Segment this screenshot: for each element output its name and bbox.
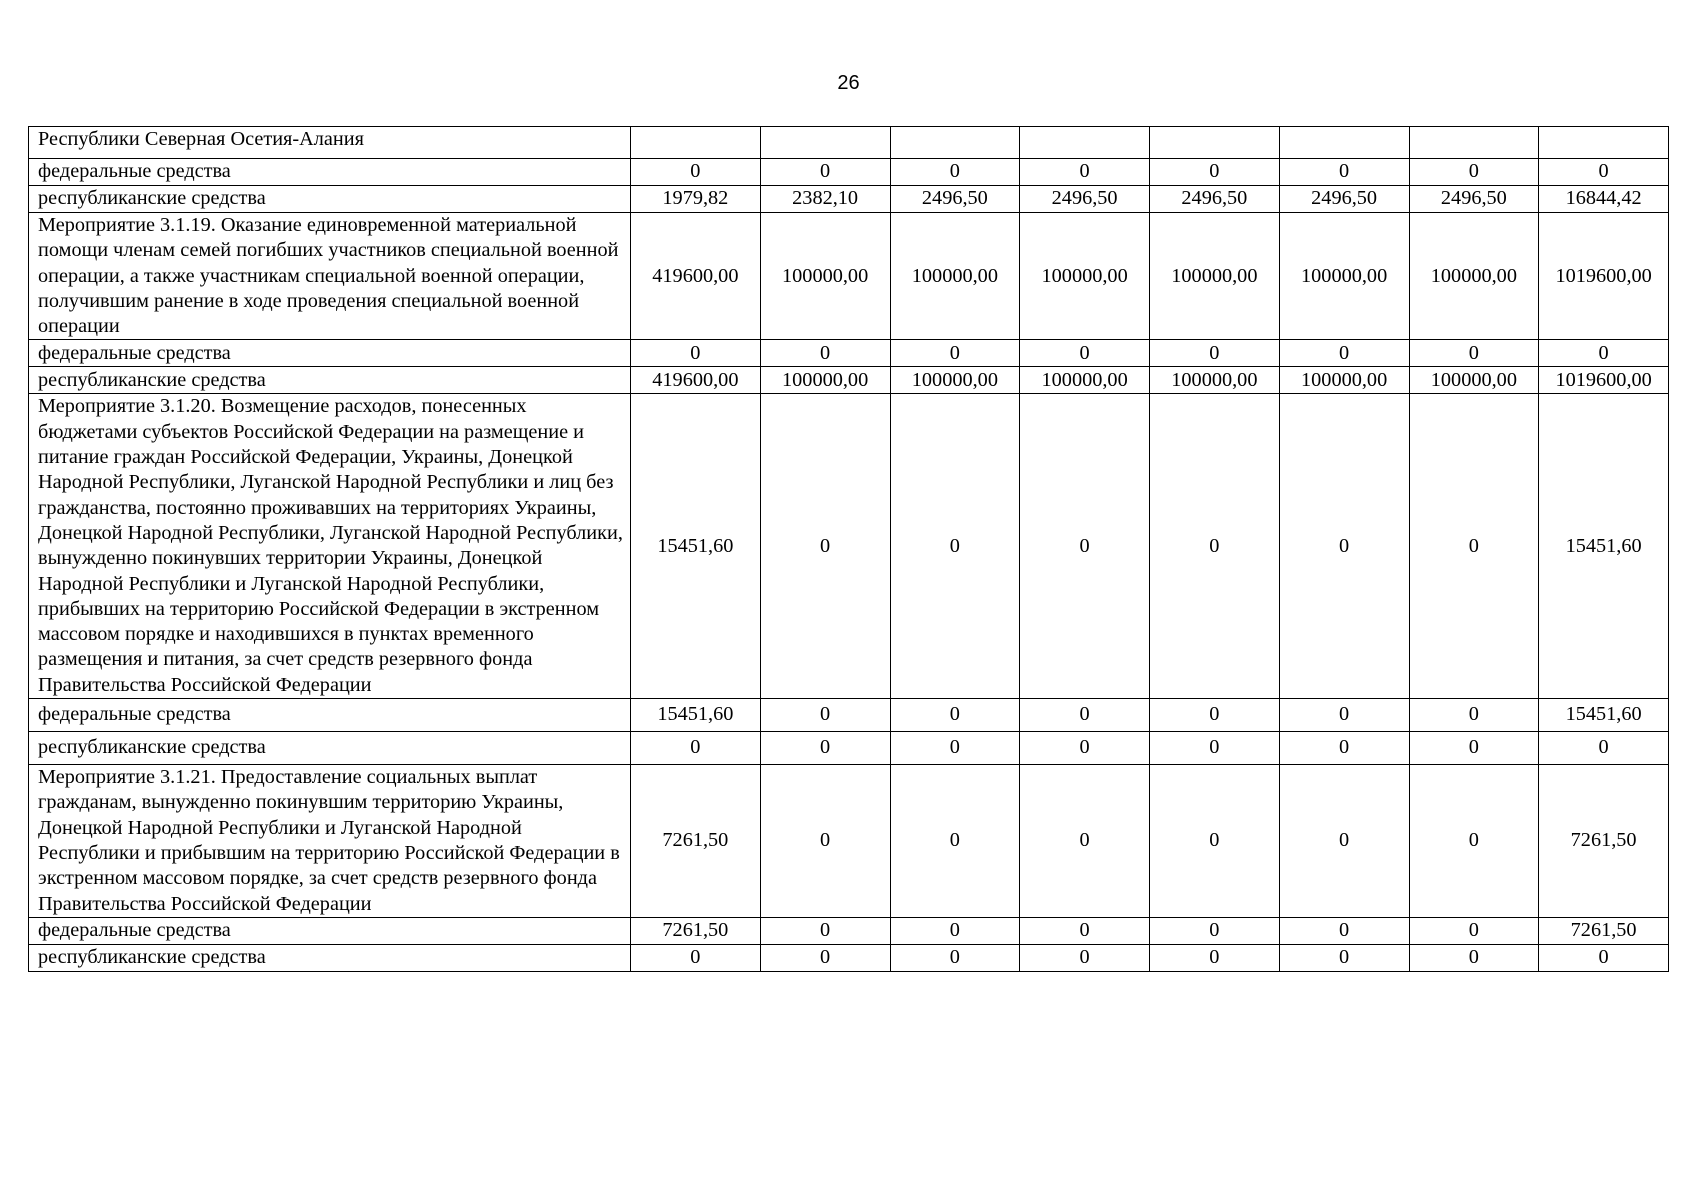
value-cell: 100000,00 [1279,213,1409,340]
value-cell: 0 [890,917,1020,944]
value-cell: 100000,00 [760,367,890,394]
table-row [29,127,1669,159]
value-cell: 7261,50 [1539,765,1669,918]
row-label: Мероприятие 3.1.19. Оказание единовременной материальной помощи членам семей погибших участников специальной военной операции, а также участникам специальной военной операции, получившим ранение в ходе проведения специальной военной операции [29,213,631,340]
value-cell [1020,127,1150,159]
value-cell: 100000,00 [760,213,890,340]
value-cell: 0 [760,917,890,944]
value-cell: 0 [760,159,890,186]
row-label: федеральные средства [29,917,631,944]
value-cell: 0 [1150,159,1280,186]
table-row [29,159,1669,186]
value-cell: 15451,60 [1539,699,1669,732]
value-cell: 0 [1279,917,1409,944]
value-cell: 15451,60 [631,699,761,732]
value-cell: 0 [1279,159,1409,186]
value-cell: 100000,00 [890,367,1020,394]
value-cell: 0 [890,159,1020,186]
value-cell: 0 [890,765,1020,918]
value-cell [631,127,761,159]
value-cell: 2496,50 [1020,186,1150,213]
value-cell: 0 [1409,159,1539,186]
table-row [29,944,1669,971]
value-cell: 1979,82 [631,186,761,213]
table-row [29,699,1669,732]
value-cell: 0 [1279,394,1409,699]
table-row [29,367,1669,394]
value-cell: 0 [890,394,1020,699]
value-cell: 16844,42 [1539,186,1669,213]
value-cell: 0 [1539,944,1669,971]
value-cell: 100000,00 [1409,213,1539,340]
value-cell: 0 [1409,917,1539,944]
value-cell: 15451,60 [1539,394,1669,699]
row-label: республиканские средства [29,732,631,765]
row-label: Мероприятие 3.1.20. Возмещение расходов, понесенных бюджетами субъектов Российской Федерации на размещение и питание граждан Российской Федерации, Украины, Донецкой Народной Республики, Луганской Народной Республики и лиц без гражданства, постоянно проживавших на территориях Украины, Донецкой Народной Республики, Луганской Народной Республики, вынужденно покинувших территории Украины, Донецкой Народной Республики и Луганской Народной Республики, прибывших на территорию Российской Федерации в экстренном массовом порядке и находившихся в пунктах временного размещения и питания, за счет средств резервного фонда Правительства Российской Федерации [29,394,631,699]
value-cell [1279,127,1409,159]
value-cell: 0 [890,699,1020,732]
value-cell: 100000,00 [890,213,1020,340]
value-cell: 0 [1020,340,1150,367]
value-cell [1150,127,1280,159]
value-cell: 0 [1150,732,1280,765]
table-row [29,340,1669,367]
value-cell: 0 [1409,699,1539,732]
value-cell: 100000,00 [1020,367,1150,394]
value-cell: 15451,60 [631,394,761,699]
value-cell: 1019600,00 [1539,213,1669,340]
table-row [29,765,1669,918]
value-cell [760,127,890,159]
value-cell: 0 [1150,917,1280,944]
value-cell: 100000,00 [1150,213,1280,340]
value-cell: 0 [1150,394,1280,699]
value-cell [890,127,1020,159]
value-cell: 0 [631,944,761,971]
value-cell: 0 [1409,732,1539,765]
row-label: республиканские средства [29,186,631,213]
value-cell: 0 [1020,765,1150,918]
value-cell: 0 [1150,699,1280,732]
value-cell: 2496,50 [1409,186,1539,213]
value-cell: 0 [631,159,761,186]
value-cell: 0 [1020,394,1150,699]
value-cell: 100000,00 [1150,367,1280,394]
value-cell: 0 [890,340,1020,367]
value-cell [1409,127,1539,159]
value-cell: 100000,00 [1409,367,1539,394]
value-cell: 0 [1020,917,1150,944]
value-cell: 0 [890,944,1020,971]
row-label: федеральные средства [29,159,631,186]
value-cell: 0 [1539,159,1669,186]
value-cell: 0 [1150,340,1280,367]
value-cell: 2382,10 [760,186,890,213]
value-cell: 0 [1020,159,1150,186]
value-cell: 0 [1279,340,1409,367]
value-cell: 0 [1409,394,1539,699]
value-cell: 0 [760,699,890,732]
value-cell: 0 [1279,732,1409,765]
table-row [29,186,1669,213]
value-cell: 0 [1409,340,1539,367]
value-cell: 2496,50 [1279,186,1409,213]
value-cell: 100000,00 [1279,367,1409,394]
row-label: Мероприятие 3.1.21. Предоставление социальных выплат гражданам, вынужденно покинувшим территорию Украины, Донецкой Народной Республики и Луганской Народной Республики и прибывшим на территорию Российской Федерации в экстренном массовом порядке, за счет средств резервного фонда Правительства Российской Федерации [29,765,631,918]
value-cell: 0 [760,340,890,367]
value-cell: 0 [1279,944,1409,971]
value-cell: 0 [1279,765,1409,918]
value-cell: 0 [760,732,890,765]
value-cell: 7261,50 [631,917,761,944]
table-row [29,213,1669,340]
row-label: федеральные средства [29,699,631,732]
value-cell: 0 [1150,944,1280,971]
value-cell: 7261,50 [631,765,761,918]
row-label: республиканские средства [29,944,631,971]
row-label: федеральные средства [29,340,631,367]
value-cell: 419600,00 [631,213,761,340]
value-cell: 0 [760,765,890,918]
value-cell: 0 [1020,944,1150,971]
table-row [29,394,1669,699]
value-cell: 0 [1409,765,1539,918]
table-row [29,732,1669,765]
value-cell: 0 [760,394,890,699]
value-cell: 0 [1539,340,1669,367]
value-cell: 0 [1409,944,1539,971]
value-cell: 0 [631,340,761,367]
value-cell: 419600,00 [631,367,761,394]
value-cell: 0 [1020,699,1150,732]
value-cell: 7261,50 [1539,917,1669,944]
page-number: 26 [837,72,860,94]
value-cell: 100000,00 [1020,213,1150,340]
budget-table-body [29,127,1669,972]
value-cell [1539,127,1669,159]
value-cell: 0 [1539,732,1669,765]
row-label: Республики Северная Осетия-Алания [29,127,631,159]
value-cell: 0 [890,732,1020,765]
value-cell: 1019600,00 [1539,367,1669,394]
value-cell: 0 [1150,765,1280,918]
value-cell: 0 [1020,732,1150,765]
row-label: республиканские средства [29,367,631,394]
value-cell: 2496,50 [890,186,1020,213]
value-cell: 2496,50 [1150,186,1280,213]
value-cell: 0 [1279,699,1409,732]
value-cell: 0 [760,944,890,971]
table-row [29,917,1669,944]
budget-table [28,126,1669,972]
value-cell: 0 [631,732,761,765]
